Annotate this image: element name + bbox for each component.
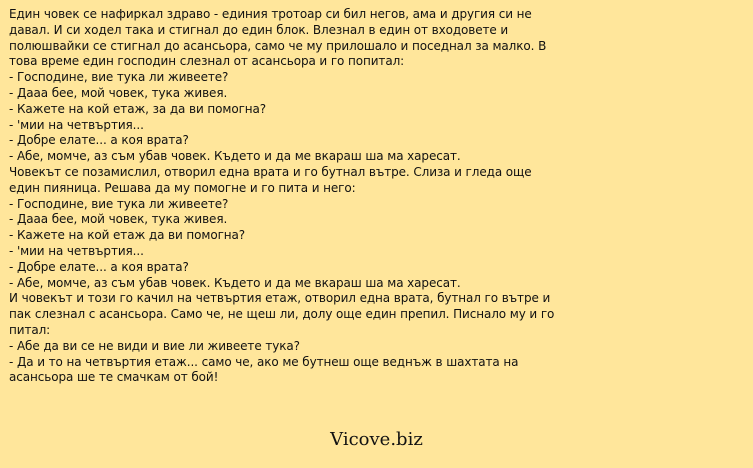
joke-line: давал. И си ходел така и стигнал до един блок. Влезнал в един от входовете и bbox=[9, 22, 509, 37]
joke-line: - 'мии на четвъртия... bbox=[9, 117, 144, 132]
joke-line: питал: bbox=[9, 322, 51, 337]
joke-line: Човекът се позамислил, отворил една врата и го бутнал вътре. Слиза и гледа още bbox=[9, 164, 532, 179]
joke-line: - Кажете на кой етаж да ви помогна? bbox=[9, 228, 246, 243]
joke-line: - Добре елате... а коя врата? bbox=[9, 259, 189, 274]
joke-line: - Господине, вие тука ли живеете? bbox=[9, 196, 229, 211]
joke-line: асансьора ше те смачкам от бой! bbox=[9, 370, 219, 385]
joke-line: - Кажете на кой етаж, за да ви помогна? bbox=[9, 101, 267, 116]
joke-line: - Абе да ви се не види и вие ли живеете тука? bbox=[9, 338, 300, 353]
joke-line: - Дааа бее, мой човек, тука живея. bbox=[9, 85, 228, 100]
joke-line: това време един господин слезнал от асансьора и го попитал: bbox=[9, 54, 405, 69]
site-footer: Vicove.biz bbox=[330, 429, 423, 450]
joke-line: - Абе, момче, аз съм убав човек. Където и да ме вкараш ша ма харесат. bbox=[9, 275, 461, 290]
joke-line: - Добре елате... а коя врата? bbox=[9, 133, 189, 148]
joke-line: - 'мии на четвъртия... bbox=[9, 243, 144, 258]
joke-line: един пияница. Решава да му помогне и го пита и него: bbox=[9, 180, 356, 195]
joke-line: - Да и то на четвъртия етаж... само че, ако ме бутнеш още веднъж в шахтата на bbox=[9, 354, 519, 369]
joke-line: Един човек се нафиркал здраво - единия тротоар си бил негов, ама и другия си не bbox=[9, 7, 532, 21]
joke-line: полюшвайки се стигнал до асансьора, само че му прилошало и поседнал за малко. В bbox=[9, 38, 547, 53]
joke-text bbox=[9, 7, 749, 386]
joke-line: - Абе, момче, аз съм убав човек. Където и да ме вкараш ша ма харесат. bbox=[9, 149, 461, 164]
joke-line: - Дааа бее, мой човек, тука живея. bbox=[9, 212, 228, 227]
joke-line: - Господине, вие тука ли живеете? bbox=[9, 70, 229, 85]
joke-line: И човекът и този го качил на четвъртия етаж, отворил една врата, бутнал го вътре и bbox=[9, 291, 551, 306]
joke-line: пак слезнал с асансьора. Само че, не щеш ли, долу още един препил. Писнало му и го bbox=[9, 307, 555, 322]
